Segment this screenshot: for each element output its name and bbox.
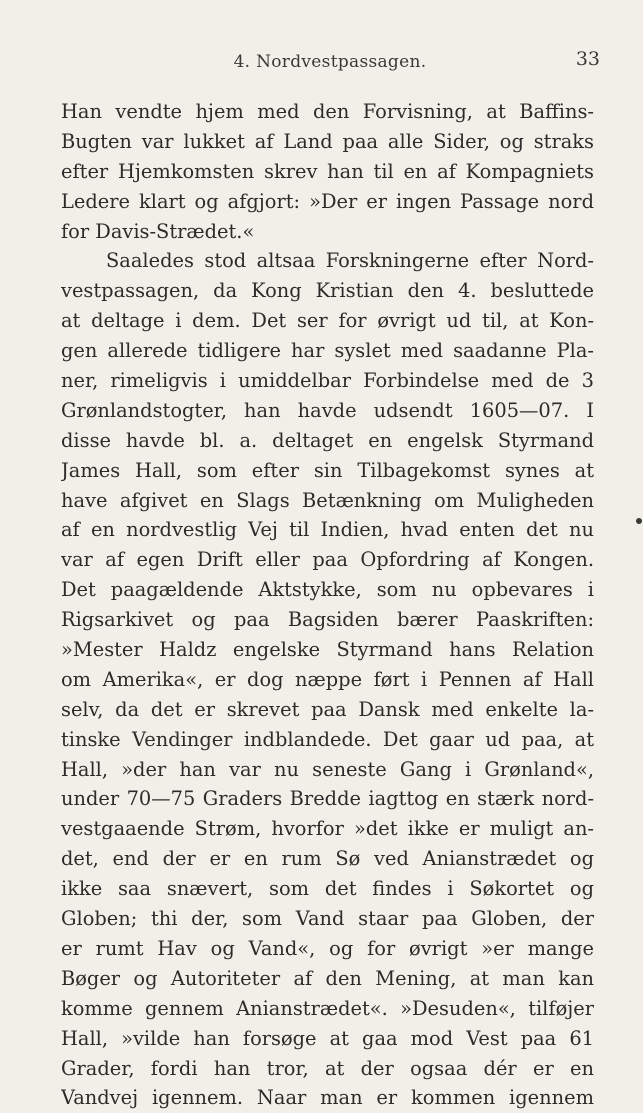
text-line: Han vendte hjem med den Forvisning, at Baffins- (61, 100, 594, 123)
text-line: for Davis-Strædet.« (61, 219, 255, 243)
text-line: vestgaaende Strøm, hvorfor »det ikke er muligt an- (61, 817, 594, 841)
text-line: Bøger og Autoriteter af den Mening, at man kan (61, 966, 594, 990)
text-line: Ledere klart og afgjort: »Der er ingen Passage nord (61, 189, 594, 213)
text-line: ner, rimeligvis i umiddelbar Forbindelse med de 3 (61, 369, 594, 393)
text-line: »Mester Haldz engelske Styrmand hans Relation (61, 638, 594, 662)
text-line: vestpassagen, da Kong Kristian den 4. besluttede (61, 279, 594, 303)
text-line: Grønlandstogter, han havde udsendt 1605—07. I (61, 398, 594, 422)
text-line: komme gennem Anianstrædet«. »Desuden«, tilføjer (61, 996, 594, 1020)
chapter-heading: 4. Nordvestpassagen. (233, 52, 427, 72)
text-line: Grader, fordi han tror, at der ogsaa dér er en (61, 1056, 594, 1080)
text-line: disse havde bl. a. deltaget en engelsk Styrmand (61, 428, 594, 452)
text-line: ikke saa snævert, som det findes i Søkortet og (61, 877, 594, 901)
text-line: Hall, »der han var nu seneste Gang i Grønland«, (61, 757, 594, 781)
text-line: Det paagældende Aktstykke, som nu opbevares i (61, 578, 594, 602)
text-line: Bugten var lukket af Land paa alle Sider, og straks (61, 129, 594, 153)
text-line: tinske Vendinger indblandede. Det gaar ud paa, at (61, 727, 594, 751)
text-line: at deltage i dem. Det ser for øvrigt ud til, at Kon- (61, 309, 594, 333)
text-line: selv, da det er skrevet paa Dansk med enkelte la- (61, 697, 594, 721)
text-line: Hall, »vilde han forsøge at gaa mod Vest paa 61 (61, 1026, 594, 1050)
page-number: 33 (575, 48, 600, 70)
text-line: have afgivet en Slags Betænkning om Muligheden (61, 488, 594, 512)
text-line: gen allerede tidligere har syslet med saadanne Pla- (61, 339, 594, 363)
text-line: er rumt Hav og Vand«, og for øvrigt »er mange (61, 936, 594, 960)
margin-mark (636, 518, 642, 524)
text-line: var af egen Drift eller paa Opfordring af Kongen. (61, 548, 594, 572)
text-line: under 70—75 Graders Bredde iagttog en stærk nord- (61, 787, 594, 811)
text-line: Saaledes stod altsaa Forskningerne efter Nord- (106, 249, 594, 273)
text-line: det, end der er en rum Sø ved Anianstrædet og (61, 847, 594, 871)
text-line: Globen; thi der, som Vand staar paa Globen, der (61, 907, 594, 931)
text-line: Vandvej igennem. Naar man er kommen igennem (61, 1086, 594, 1110)
text-line: af en nordvestlig Vej til Indien, hvad enten det nu (61, 518, 594, 542)
text-line: Rigsarkivet og paa Bagsiden bærer Paaskriften: (61, 608, 594, 632)
running-header (60, 48, 600, 78)
text-line: om Amerika«, er dog næppe ført i Pennen af Hall (61, 667, 594, 691)
text-line: efter Hjemkomsten skrev han til en af Kompagniets (61, 159, 594, 183)
text-line: James Hall, som efter sin Tilbagekomst synes at (61, 458, 594, 482)
body-text (61, 97, 594, 1113)
